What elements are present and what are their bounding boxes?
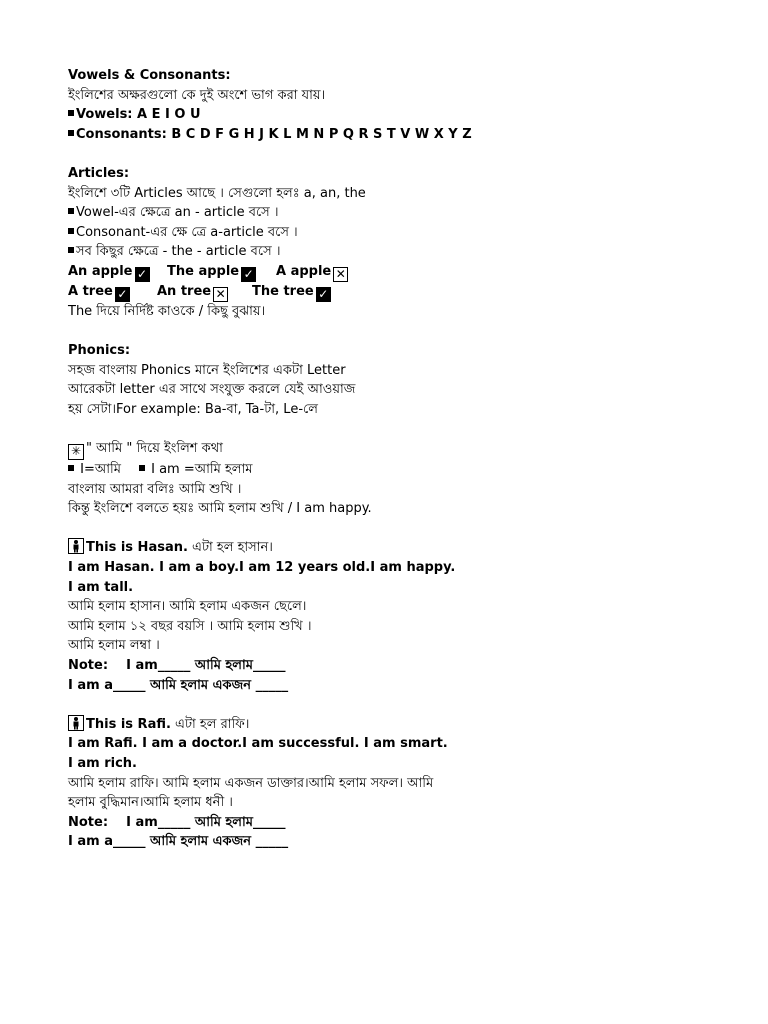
hasan-title-bn: এটা হল হাসান। (187, 540, 273, 556)
articles-line2-text: Vowel-এর ক্ষেত্রে an - article বসে । (76, 205, 279, 221)
articles-line1: ইংলিশে ৩টি Articles আছে । সেগুলো হলঃ a, an, the (68, 185, 366, 201)
bullet-square-icon (68, 130, 74, 136)
consonants-line (68, 125, 708, 145)
example-an-apple (68, 262, 167, 282)
vowels-heading: Vowels & Consonants: (68, 68, 231, 83)
cross-icon: ✕ (213, 287, 228, 302)
articles-line3 (68, 223, 708, 243)
example-label: A apple (276, 263, 332, 279)
bullet-square-icon (68, 465, 74, 471)
check-icon: ✓ (316, 287, 331, 302)
hasan-note1: Note: I am_____ আমি হলাম_____ (68, 658, 286, 674)
bullet-square-icon (68, 247, 74, 253)
phonics-line2: আরেকটা letter এর সাথে সংযুক্ত করলে যেই আওয়াজ (68, 382, 356, 398)
cross-icon: ✕ (333, 267, 348, 282)
example-an-tree (157, 282, 252, 302)
articles-line2 (68, 203, 708, 223)
ami-heading: " আমি " দিয়ে ইংলিশ কথা (86, 441, 223, 457)
vowels-text: Vowels: A E I O U (76, 107, 201, 123)
phonics-line1: সহজ বাংলায় Phonics মানে ইংলিশের একটা Letter (68, 362, 346, 378)
example-label: The apple (167, 263, 240, 279)
example-row-2 (68, 282, 708, 302)
example-row-1 (68, 262, 708, 282)
articles-line5: The দিয়ে নির্দিষ্ট কাওকে / কিছু বুঝায়। (68, 303, 266, 319)
example-the-apple (167, 262, 276, 282)
check-icon: ✓ (241, 267, 256, 282)
rafi-line1: I am Rafi. I am a doctor.I am successful. I am smart. (68, 736, 448, 752)
hasan-line1: I am Hasan. I am a boy.I am 12 years old.I am happy. (68, 560, 456, 576)
consonants-text: Consonants: B C D F G H J K L M N P Q R S T V W X Y Z (76, 126, 472, 142)
hasan-title-line (68, 538, 708, 558)
articles-line3-text: Consonant-এর ক্ষে ত্রে a-article বসে । (76, 224, 298, 240)
example-label: A tree (68, 283, 113, 299)
check-icon: ✓ (135, 267, 150, 282)
rafi-title-bn: এটা হল রাফি। (170, 716, 250, 732)
hasan-line3: আমি হলাম হাসান। আমি হলাম একজন ছেলে। (68, 599, 307, 615)
hasan-line2: I am tall. (68, 579, 134, 595)
hasan-line5: আমি হলাম লম্বা । (68, 638, 160, 654)
vowels-intro: ইংলিশের অক্ষরগুলো কে দুই অংশে ভাগ করা যায়। (68, 87, 326, 103)
rafi-line4: হলাম বুদ্ধিমান।আমি হলাম ধনী । (68, 795, 233, 811)
phonics-line3: হয় সেটা।For example: Ba-বা, Ta-টা, Le-লে (68, 401, 318, 417)
example-label: The tree (252, 283, 314, 299)
bullet-square-icon (68, 208, 74, 214)
asterisk-icon: ✳ (68, 444, 84, 460)
hasan-line4: আমি হলাম ১২ বছর বয়সি । আমি হলাম শুখি । (68, 618, 312, 634)
check-icon: ✓ (115, 287, 130, 302)
ami-item1: I=আমি (80, 462, 121, 478)
articles-line4 (68, 242, 708, 262)
bullet-square-icon (68, 110, 74, 116)
example-the-tree (252, 282, 331, 302)
example-a-tree (68, 282, 157, 302)
bullet-square-icon (139, 465, 145, 471)
articles-heading: Articles: (68, 165, 130, 181)
rafi-title-line (68, 715, 708, 735)
hasan-title: This is Hasan. (86, 540, 188, 556)
ami-line2: কিন্তু ইংলিশে বলতে হয়ঃ আমি হলাম শুখি / I am happy. (68, 501, 372, 517)
bullet-square-icon (68, 228, 74, 234)
vowels-line (68, 105, 708, 125)
ami-items (68, 460, 708, 480)
rafi-line3: আমি হলাম রাফি। আমি হলাম একজন ডাক্তার।আমি হলাম সফল। আমি (68, 775, 434, 791)
rafi-line2: I am rich. (68, 756, 137, 771)
ami-line1: বাংলায় আমরা বলিঃ আমি শুখি । (68, 481, 242, 497)
ami-heading-line (68, 439, 708, 460)
hasan-note2: I am a_____ আমি হলাম একজন _____ (68, 677, 289, 693)
phonics-heading: Phonics: (68, 343, 131, 359)
rafi-note1: Note: I am_____ আমি হলাম_____ (68, 814, 286, 830)
example-label: An apple (68, 263, 133, 279)
ami-item2: I am =আমি হলাম (151, 462, 253, 478)
example-a-apple (276, 262, 348, 282)
document-content (68, 66, 708, 852)
articles-line4-text: সব কিছুর ক্ষেত্রে - the - article বসে । (76, 244, 281, 260)
example-label: An tree (157, 283, 212, 299)
person-icon (68, 538, 84, 554)
person-icon (68, 715, 84, 731)
rafi-title: This is Rafi. (86, 716, 171, 732)
rafi-note2: I am a_____ আমি হলাম একজন _____ (68, 834, 289, 850)
